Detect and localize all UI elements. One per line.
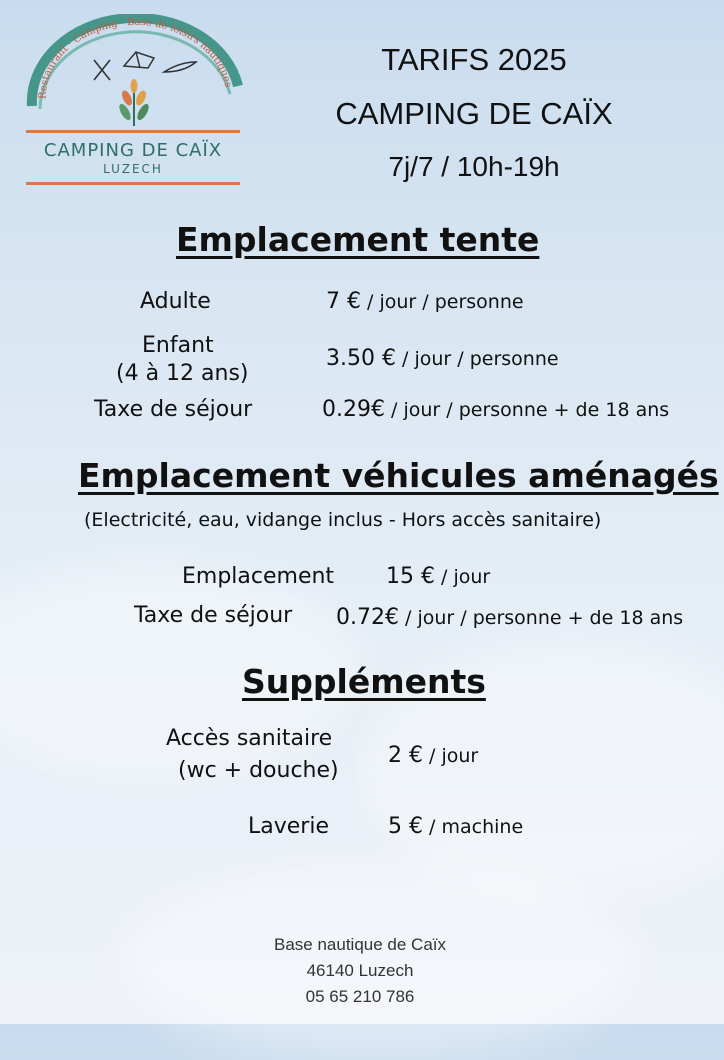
price-row [326, 289, 524, 314]
price-value: 0.72€ [336, 605, 399, 630]
price-value: 7 € [326, 289, 361, 314]
price-row [386, 564, 490, 589]
logo-divider [26, 130, 240, 133]
price-unit: / jour / personne + de 18 ans [398, 607, 684, 629]
price-unit: / jour / personne [395, 348, 559, 370]
price-row [326, 346, 559, 371]
row-label: Adulte [140, 289, 211, 314]
logo-name: CAMPING DE CAÏX [43, 140, 223, 161]
footer-address-name: Base nautique de Caïx [273, 935, 446, 954]
logo-emblem [24, 14, 244, 139]
row-label-detail: (4 à 12 ans) [116, 361, 249, 386]
price-value: 2 € [388, 743, 423, 768]
section-heading-supplements: Suppléments [242, 662, 486, 701]
price-value: 5 € [388, 814, 423, 839]
section-heading-tente: Emplacement tente [176, 220, 540, 259]
row-label: Taxe de séjour [134, 603, 293, 628]
price-value: 0.29€ [322, 397, 385, 422]
footer-phone: 05 65 210 786 [305, 987, 415, 1006]
row-label: Taxe de séjour [94, 397, 253, 422]
row-label: Emplacement [182, 564, 335, 589]
price-value: 3.50 € [326, 346, 396, 371]
price-row [388, 743, 478, 768]
price-unit: / machine [423, 816, 524, 838]
section-heading-vehicules: Emplacement véhicules aménagés [78, 456, 719, 495]
price-unit: / jour / personne + de 18 ans [384, 399, 670, 421]
price-row [388, 814, 523, 839]
background-cloud [120, 860, 640, 1060]
price-unit: / jour / personne [361, 291, 524, 313]
page-title: TARIFS 2025 [381, 42, 567, 77]
opening-hours: 7j/7 / 10h-19h [388, 151, 560, 182]
wheat-icon [117, 79, 151, 126]
price-row [322, 397, 669, 422]
logo-city: LUZECH [103, 162, 163, 176]
row-label: Laverie [248, 814, 329, 839]
price-row [336, 605, 683, 630]
page-subtitle: CAMPING DE CAÏX [335, 96, 613, 131]
price-unit: / jour [434, 566, 491, 588]
row-label: Enfant [142, 333, 214, 358]
cutlery-icon [94, 60, 110, 80]
canoe-icon [164, 62, 196, 72]
logo-arc-text: Restaurant · Camping · Base de loisirs nautiques [37, 16, 234, 100]
section-note: (Electricité, eau, vidange inclus - Hors accès sanitaire) [84, 509, 602, 531]
price-value: 15 € [386, 564, 435, 589]
tent-icon [124, 52, 154, 68]
logo-divider [26, 182, 240, 185]
row-label: Accès sanitaire [166, 726, 333, 751]
footer-address-city: 46140 Luzech [306, 961, 414, 980]
row-label-detail: (wc + douche) [178, 758, 339, 783]
price-unit: / jour [423, 745, 479, 767]
